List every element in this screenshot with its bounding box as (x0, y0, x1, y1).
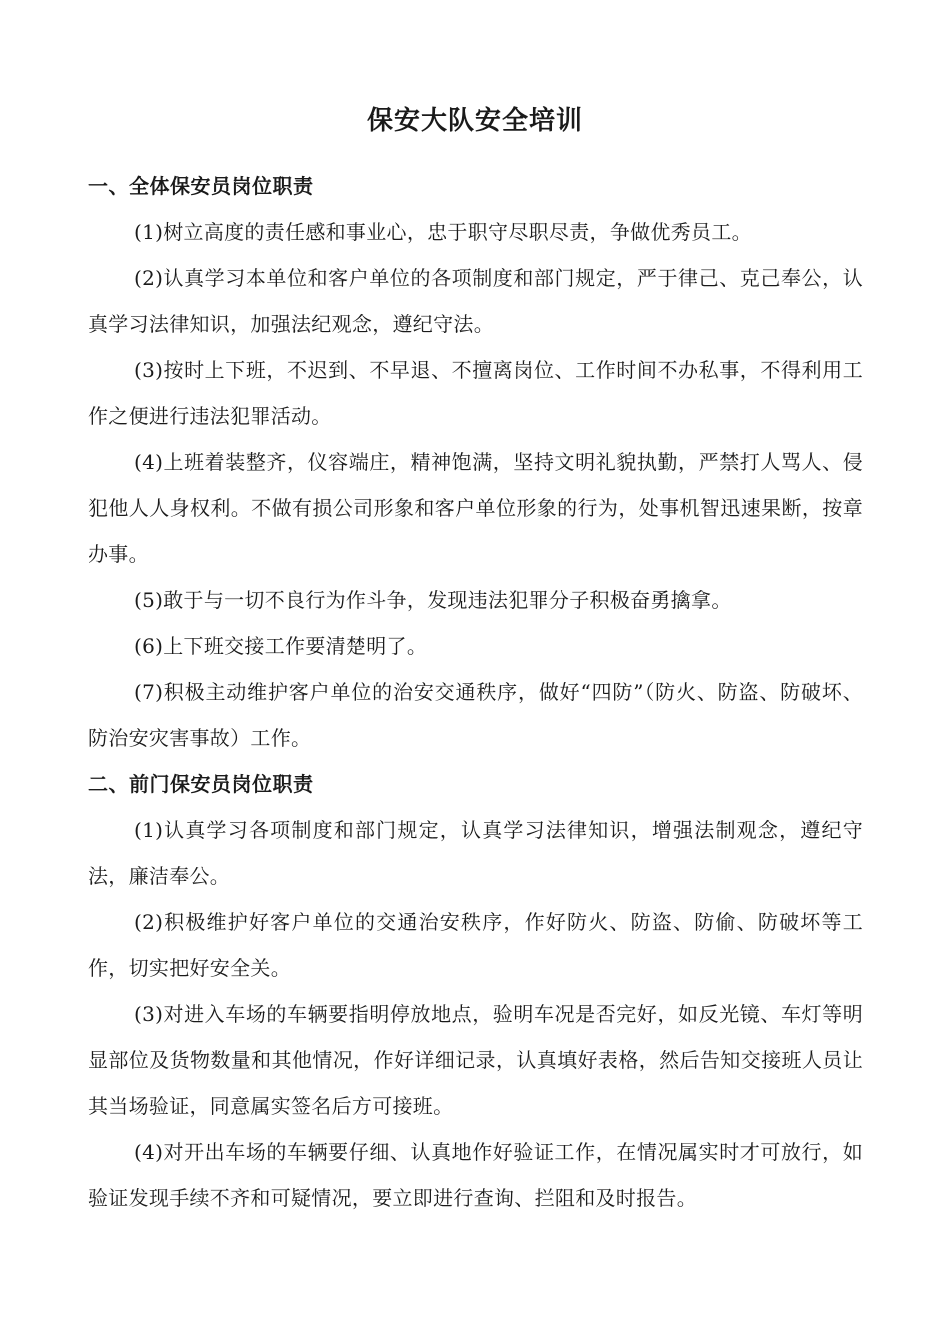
paragraph: (5)敢于与一切不良行为作斗争，发现违法犯罪分子积极奋勇擒拿。 (134, 588, 732, 612)
section-general-duties (88, 163, 863, 761)
paragraph: (3)对进入车场的车辆要指明停放地点，验明车况是否完好，如反光镜、车灯等明显部位及货物数量和其他情况，作好详细记录，认真填好表格，然后告知交接班人员让其当场验证，同意属实签名后方可接班。 (88, 1002, 863, 1118)
paragraph: (6)上下班交接工作要清楚明了。 (134, 634, 428, 658)
section-heading: 一、全体保安员岗位职责 (88, 174, 314, 198)
paragraph: (2)积极维护好客户单位的交通治安秩序，作好防火、防盗、防偷、防破坏等工作，切实把好安全关。 (88, 910, 863, 980)
paragraph: (2)认真学习本单位和客户单位的各项制度和部门规定，严于律己、克己奉公，认真学习法律知识，加强法纪观念，遵纪守法。 (88, 266, 863, 336)
paragraph: (4)上班着装整齐，仪容端庄，精神饱满，坚持文明礼貌执勤，严禁打人骂人、侵犯他人人身权利。不做有损公司形象和客户单位形象的行为，处事机智迅速果断，按章办事。 (88, 450, 863, 566)
paragraph: (3)按时上下班，不迟到、不早退、不擅离岗位、工作时间不办私事，不得利用工作之便进行违法犯罪活动。 (88, 358, 863, 428)
document-title: 保安大队安全培训 (366, 106, 583, 136)
paragraph: (1)树立高度的责任感和事业心，忠于职守尽职尽责，争做优秀员工。 (134, 220, 752, 244)
section-front-gate-duties (88, 761, 863, 1221)
paragraph: (1)认真学习各项制度和部门规定，认真学习法律知识，增强法制观念，遵纪守法，廉洁奉公。 (88, 818, 863, 888)
paragraph: (4)对开出车场的车辆要仔细、认真地作好验证工作，在情况属实时才可放行，如验证发现手续不齐和可疑情况，要立即进行查询、拦阻和及时报告。 (88, 1140, 863, 1210)
paragraph: (7)积极主动维护客户单位的治安交通秩序，做好“四防”（防火、防盗、防破坏、防治安灾害事故）工作。 (88, 680, 863, 750)
section-heading: 二、前门保安员岗位职责 (88, 772, 314, 796)
document-body (88, 163, 863, 1221)
